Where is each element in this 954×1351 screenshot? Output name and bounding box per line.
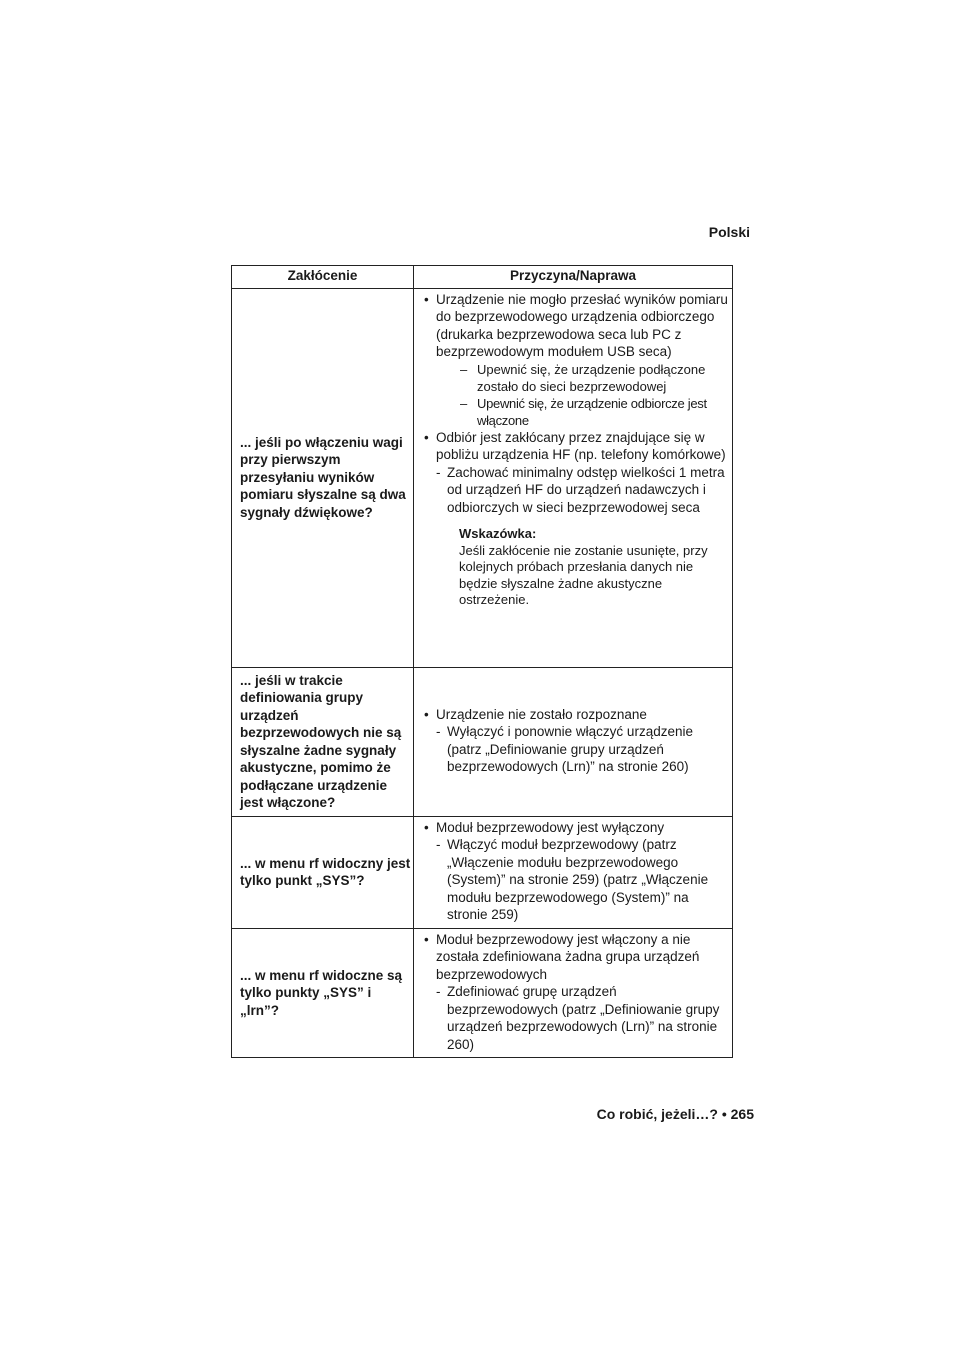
table-row <box>232 288 733 667</box>
problem-cell: ... jeśli po włączeniu wagi przy pierwszym przesyłaniu wyników pomiaru słyszalne są dwa sygnały dźwiękowe? <box>232 288 414 667</box>
cause-item: • Moduł bezprzewodowy jest włączony a nie została zdefiniowana żadna grupa urządzeń bezprzewodowych <box>424 931 730 984</box>
problem-cell: ... jeśli w trakcie definiowania grupy urządzeń bezprzewodowych nie są słyszalne żadne sygnały akustyczne, pomimo że podłączane urządzenie jest włączone? <box>232 667 414 816</box>
column-header-problem: Zakłócenie <box>232 266 414 289</box>
table-row <box>232 816 733 928</box>
page-footer: Co robić, jeżeli…? • 265 <box>596 1106 754 1122</box>
remedy-item: - Włączyć moduł bezprzewodowy (patrz „Włączenie modułu bezprzewodowego (System)” na stronie 259) (patrz „Włączenie modułu bezprzewodowego (System)” na stronie 259) <box>424 836 730 924</box>
solution-cell <box>414 816 733 928</box>
hint-title: Wskazówka: <box>459 526 537 541</box>
solution-cell <box>414 288 733 667</box>
remedy-item: – Upewnić się, że urządzenie odbiorcze jest włączone <box>424 395 730 429</box>
table-row <box>232 667 733 816</box>
remedy-item: - Wyłączyć i ponownie włączyć urządzenie (patrz „Definiowanie grupy urządzeń bezprzewodowych (Lrn)” na stronie 260) <box>424 723 730 776</box>
language-label: Polski <box>708 224 750 240</box>
problem-cell: ... w menu rf widoczny jest tylko punkt „SYS”? <box>232 816 414 928</box>
cause-item: • Odbiór jest zakłócany przez znajdujące się w pobliżu urządzenia HF (np. telefony komórkowe) <box>424 429 730 464</box>
solution-cell <box>414 667 733 816</box>
solution-cell <box>414 928 733 1058</box>
column-header-cause-fix: Przyczyna/Naprawa <box>414 266 733 289</box>
problem-cell: ... w menu rf widoczne są tylko punkty „SYS” i „lrn”? <box>232 928 414 1058</box>
cause-item: • Moduł bezprzewodowy jest wyłączony <box>424 819 730 837</box>
hint-text: Jeśli zakłócenie nie zostanie usunięte, przy kolejnych próbach przesłania danych nie będzie słyszalne żadne akustyczne ostrzeżenie. <box>459 542 708 607</box>
remedy-item: - Zdefiniować grupę urządzeń bezprzewodowych (patrz „Definiowanie grupy urządzeń bezprzewodowych (Lrn)” na stronie 260) <box>424 983 730 1053</box>
troubleshooting-table <box>231 265 733 1058</box>
table-header-row <box>232 266 733 289</box>
cause-item: • Urządzenie nie zostało rozpoznane <box>424 706 730 724</box>
remedy-item: – Upewnić się, że urządzenie podłączone zostało do sieci bezprzewodowej <box>424 361 730 395</box>
remedy-item: - Zachować minimalny odstęp wielkości 1 metra od urządzeń HF do urządzeń nadawczych i odbiorczych w sieci bezprzewodowej seca <box>424 464 730 517</box>
hint-note <box>424 526 730 609</box>
table-row <box>232 928 733 1058</box>
cause-item: • Urządzenie nie mogło przesłać wyników pomiaru do bezprzewodowego urządzenia odbiorczego (drukarka bezprzewodowa seca lub PC z bezprzewodowym modułem USB seca) <box>424 291 730 361</box>
